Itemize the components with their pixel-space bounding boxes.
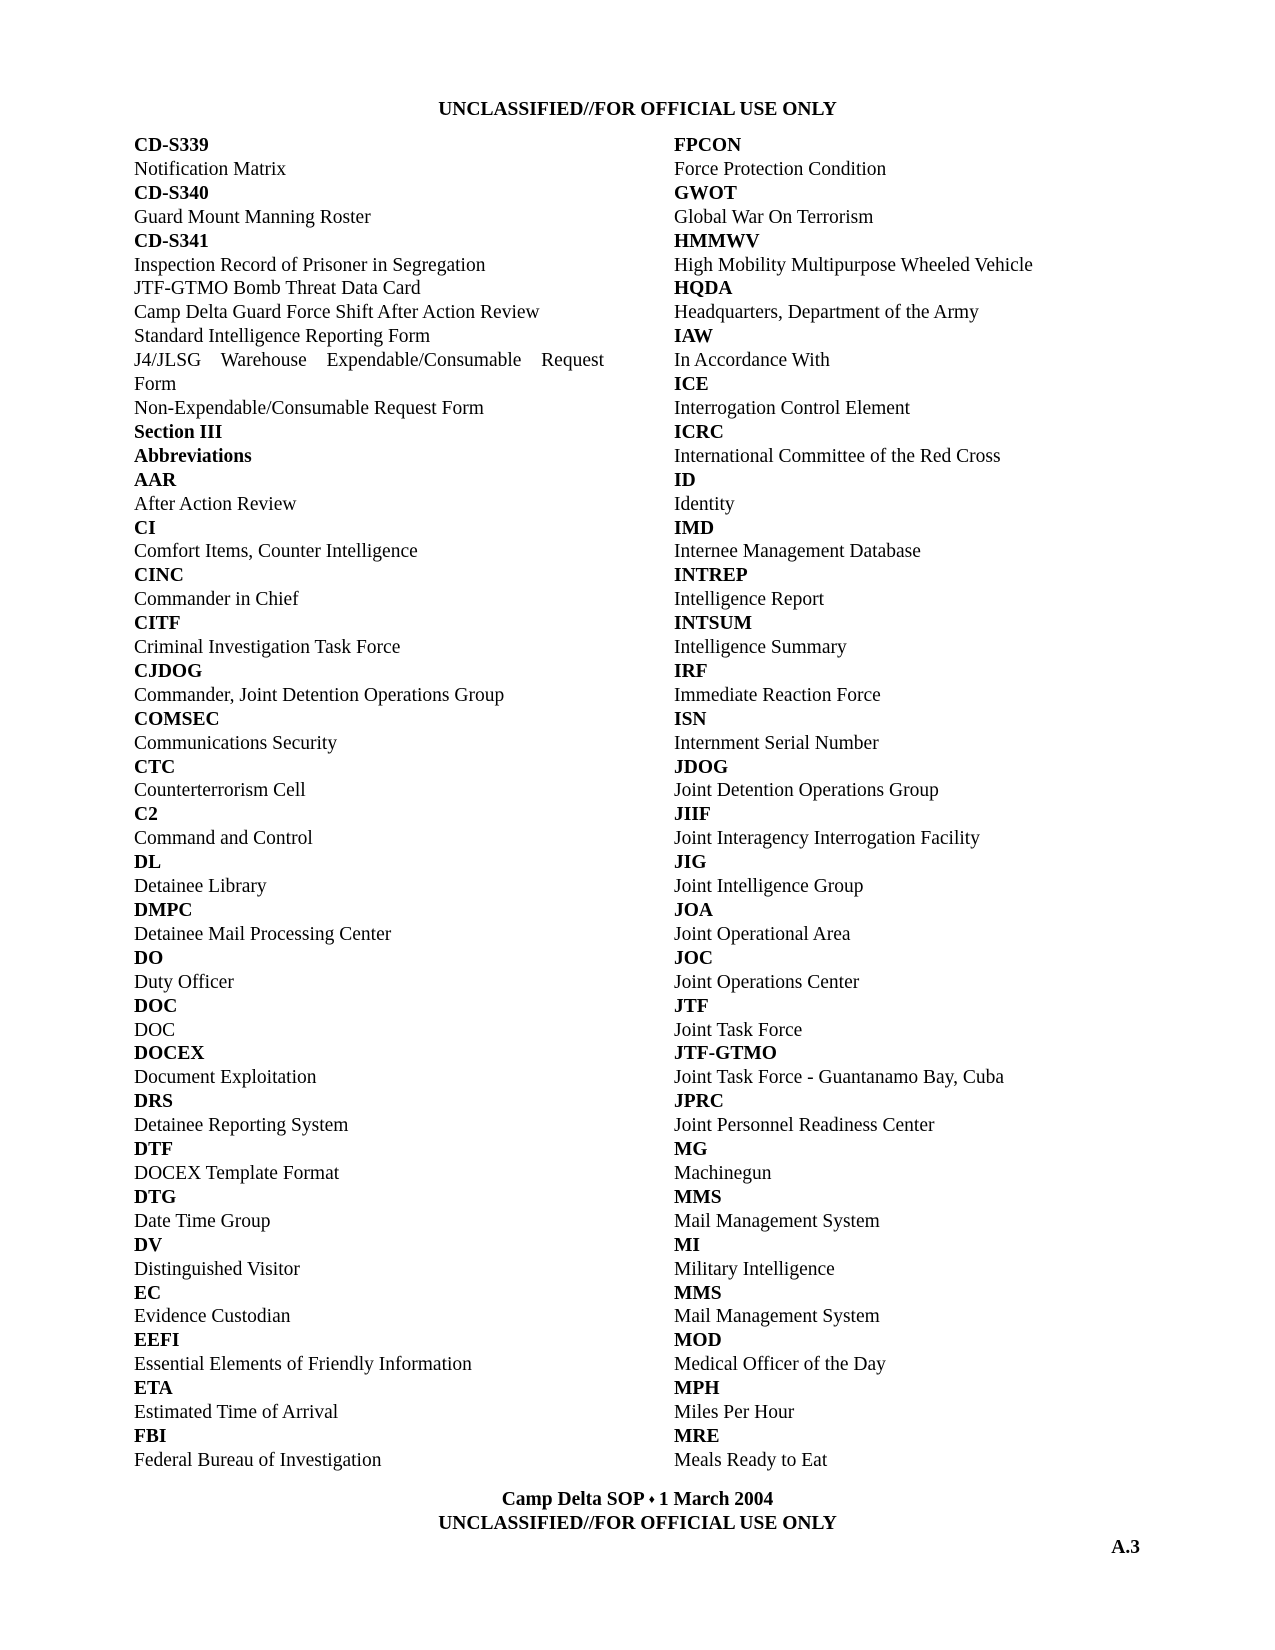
entry-text: Form [134, 374, 177, 396]
entry-text: Standard Intelligence Reporting Form [134, 326, 431, 348]
entry-heading: DV [134, 1234, 163, 1256]
diamond-icon: ♦ [648, 1492, 655, 1506]
entry-heading: INTREP [674, 565, 748, 587]
entry-text: Internment Serial Number [674, 732, 879, 754]
entry-text: Force Protection Condition [674, 158, 887, 180]
entry-text: Command and Control [134, 828, 313, 850]
entry-text: Notification Matrix [134, 158, 287, 180]
entry-text: Commander in Chief [134, 589, 299, 611]
footer-date: 1 March 2004 [658, 1489, 774, 1510]
entry-heading: Abbreviations [134, 445, 252, 467]
entry-heading: C2 [134, 804, 158, 826]
entry-heading: MOD [674, 1330, 722, 1352]
entry-heading: CD-S340 [134, 182, 209, 204]
entry-text: Camp Delta Guard Force Shift After Action Review [134, 302, 540, 324]
entry-text: Intelligence Report [674, 589, 824, 611]
entry-text: Estimated Time of Arrival [134, 1402, 339, 1424]
entry-heading: ICRC [674, 421, 724, 443]
entry-text: Intelligence Summary [674, 637, 847, 659]
entry-text: Joint Operational Area [674, 923, 851, 945]
entry-heading: CJDOG [134, 660, 203, 682]
entry-heading: HMMWV [674, 230, 760, 252]
entry-text: Joint Task Force [674, 1019, 803, 1041]
entry-text: Counterterrorism Cell [134, 780, 306, 802]
entry-text: Joint Operations Center [674, 971, 860, 993]
entry-text: J4/JLSG Warehouse Expendable/Consumable Request [134, 350, 604, 372]
entry-heading: GWOT [674, 182, 737, 204]
entry-heading: JOA [674, 900, 713, 921]
footer-doc-title: Camp Delta SOP [501, 1489, 645, 1510]
entry-text: Detainee Library [134, 876, 267, 898]
entry-heading: IRF [674, 660, 708, 682]
entry-text: Joint Detention Operations Group [674, 780, 939, 802]
entry-text: Inspection Record of Prisoner in Segregation [134, 254, 486, 276]
entry-text: Detainee Mail Processing Center [134, 923, 392, 945]
entry-text: Comfort Items, Counter Intelligence [134, 541, 418, 563]
entry-text: Joint Personnel Readiness Center [674, 1115, 935, 1137]
entry-text: Machinegun [674, 1162, 772, 1184]
entry-heading: DTF [134, 1139, 173, 1161]
entry-heading: HQDA [674, 278, 733, 300]
entry-text: Medical Officer of the Day [674, 1354, 886, 1376]
entry-text: DOC [134, 1019, 176, 1041]
entry-heading: ID [674, 469, 696, 491]
entry-text: Date Time Group [134, 1210, 271, 1232]
entry-heading: JTF-GTMO [674, 1043, 777, 1065]
entry-heading: DRS [134, 1091, 174, 1113]
entry-text: Distinguished Visitor [134, 1258, 300, 1280]
entry-text: Immediate Reaction Force [674, 684, 881, 706]
entry-heading: JTF [674, 995, 709, 1017]
entry-heading: IAW [674, 326, 714, 348]
entry-text: DOCEX Template Format [134, 1162, 340, 1184]
footer [0, 1487, 1275, 1536]
entry-heading: DOC [134, 995, 178, 1017]
entry-heading: MG [674, 1139, 708, 1161]
entry-heading: CI [134, 517, 156, 539]
entry-text: Detainee Reporting System [134, 1115, 349, 1137]
entry-heading: CD-S341 [134, 230, 209, 252]
entry-text: Interrogation Control Element [674, 397, 911, 419]
entry-text: Criminal Investigation Task Force [134, 637, 401, 659]
entry-heading: MRE [674, 1425, 720, 1447]
entry-heading: AAR [134, 469, 177, 491]
entry-text: Military Intelligence [674, 1258, 835, 1280]
entry-text: Mail Management System [674, 1210, 880, 1232]
entry-heading: DL [134, 852, 162, 874]
entry-heading: IMD [674, 517, 715, 539]
entry-heading: CD-S339 [134, 135, 209, 156]
entry-heading: ICE [674, 374, 709, 396]
entry-text: Global War On Terrorism [674, 206, 874, 228]
entry-text: Internee Management Database [674, 541, 921, 563]
entry-heading: DO [134, 947, 164, 969]
entry-heading: DMPC [134, 900, 193, 921]
entry-heading: CITF [134, 613, 181, 635]
entry-heading: FPCON [674, 135, 742, 156]
entry-text: Guard Mount Manning Roster [134, 206, 371, 228]
entry-heading: MMS [674, 1186, 722, 1208]
entry-heading: ETA [134, 1378, 173, 1400]
left-column [134, 134, 604, 1473]
entry-text: Meals Ready to Eat [674, 1449, 828, 1471]
entry-heading: JIG [674, 852, 707, 874]
header-classification: UNCLASSIFIED//FOR OFFICIAL USE ONLY [438, 99, 837, 120]
entry-text: Essential Elements of Friendly Information [134, 1354, 472, 1376]
entry-text: Duty Officer [134, 971, 234, 993]
entry-text: Communications Security [134, 732, 338, 754]
entry-text: Joint Interagency Interrogation Facility [674, 828, 980, 850]
entry-text: International Committee of the Red Cross [674, 445, 1001, 467]
entry-heading: JIIF [674, 804, 711, 826]
entry-heading: COMSEC [134, 708, 220, 730]
entry-text: Federal Bureau of Investigation [134, 1449, 382, 1471]
entry-heading: ISN [674, 708, 707, 730]
entry-heading: Section III [134, 421, 223, 443]
entry-heading: EEFI [134, 1330, 180, 1352]
entry-text: Evidence Custodian [134, 1306, 291, 1328]
entry-text: Headquarters, Department of the Army [674, 302, 979, 324]
entry-heading: CTC [134, 756, 176, 778]
entry-heading: MPH [674, 1378, 720, 1400]
entry-text: Commander, Joint Detention Operations Group [134, 684, 505, 706]
entry-text: Identity [674, 493, 735, 515]
entry-text: Mail Management System [674, 1306, 880, 1328]
footer-classification: UNCLASSIFIED//FOR OFFICIAL USE ONLY [438, 1513, 837, 1534]
entry-text: After Action Review [134, 493, 297, 515]
entry-text: Joint Intelligence Group [674, 876, 864, 898]
entry-text: Non-Expendable/Consumable Request Form [134, 397, 484, 419]
page-number: A.3 [1111, 1537, 1140, 1558]
entry-heading: MMS [674, 1282, 722, 1304]
right-column [674, 134, 1144, 1473]
entry-heading: JDOG [674, 756, 729, 778]
entry-text: Document Exploitation [134, 1067, 317, 1089]
entry-heading: JOC [674, 947, 713, 969]
entry-heading: DTG [134, 1186, 177, 1208]
entry-heading: CINC [134, 565, 184, 587]
entry-heading: DOCEX [134, 1043, 205, 1065]
entry-heading: FBI [134, 1425, 167, 1447]
entry-text: JTF-GTMO Bomb Threat Data Card [134, 278, 421, 300]
entry-heading: EC [134, 1282, 162, 1304]
footer-title-line [0, 1487, 1275, 1512]
entry-text: Joint Task Force - Guantanamo Bay, Cuba [674, 1067, 1005, 1089]
entry-heading: MI [674, 1234, 700, 1256]
entry-text: High Mobility Multipurpose Wheeled Vehicle [674, 254, 1033, 276]
entry-heading: INTSUM [674, 613, 753, 635]
entry-text: Miles Per Hour [674, 1402, 795, 1424]
entry-text: In Accordance With [674, 350, 830, 372]
entry-heading: JPRC [674, 1091, 724, 1113]
